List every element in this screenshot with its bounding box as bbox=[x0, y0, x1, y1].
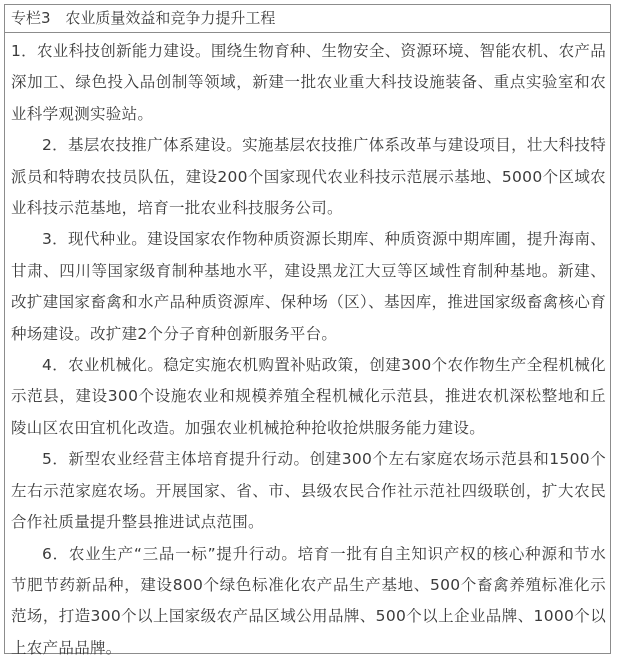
paragraph-item-2: 2．基层农技推广体系建设。实施基层农技推广体系改革与建设项目，壮大科技特派员和特聘农技员队伍，建设200个国家现代农业科技示范展示基地、5000个区域农业科技示范基地，培育一批农业科技服务公司。 bbox=[11, 130, 606, 224]
column-content bbox=[5, 33, 610, 664]
paragraph-item-1: 1．农业科技创新能力建设。围绕生物育种、生物安全、资源环境、智能农机、农产品深加工、绿色投入品创制等领域，新建一批农业重大科技设施装备、重点实验室和农业科学观测实验站。 bbox=[11, 36, 606, 130]
column-label: 专栏3 bbox=[11, 9, 51, 27]
paragraph-item-6: 6．农业生产“三品一标”提升行动。培育一批有自主知识产权的核心种源和节水节肥节药新品种，建设800个绿色标准化农产品生产基地、500个畜禽养殖标准化示范场，打造300个以上国家级农产品区域公用品牌、500个以上企业品牌、1000个以上农产品品牌。 bbox=[11, 539, 606, 664]
column-title: 农业质量效益和竞争力提升工程 bbox=[65, 9, 275, 27]
paragraph-item-5: 5．新型农业经营主体培育提升行动。创建300个左右家庭农场示范县和1500个左右示范家庭农场。开展国家、省、市、县级农民合作社示范社四级联创，扩大农民合作社质量提升整县推进试点范围。 bbox=[11, 444, 606, 538]
column-box bbox=[4, 4, 611, 654]
paragraph-item-3: 3．现代种业。建设国家农作物种质资源长期库、种质资源中期库圃，提升海南、甘肃、四川等国家级育制种基地水平，建设黑龙江大豆等区域性育制种基地。新建、改扩建国家畜禽和水产品种质资源库、保种场（区）、基因库，推进国家级畜禽核心育种场建设。改扩建2个分子育种创新服务平台。 bbox=[11, 224, 606, 350]
paragraph-item-4: 4．农业机械化。稳定实施农机购置补贴政策，创建300个农作物生产全程机械化示范县，建设300个设施农业和规模养殖全程机械化示范县，推进农机深松整地和丘陵山区农田宜机化改造。加强农业机械抢种抢收抢烘服务能力建设。 bbox=[11, 350, 606, 444]
column-header bbox=[5, 5, 610, 33]
